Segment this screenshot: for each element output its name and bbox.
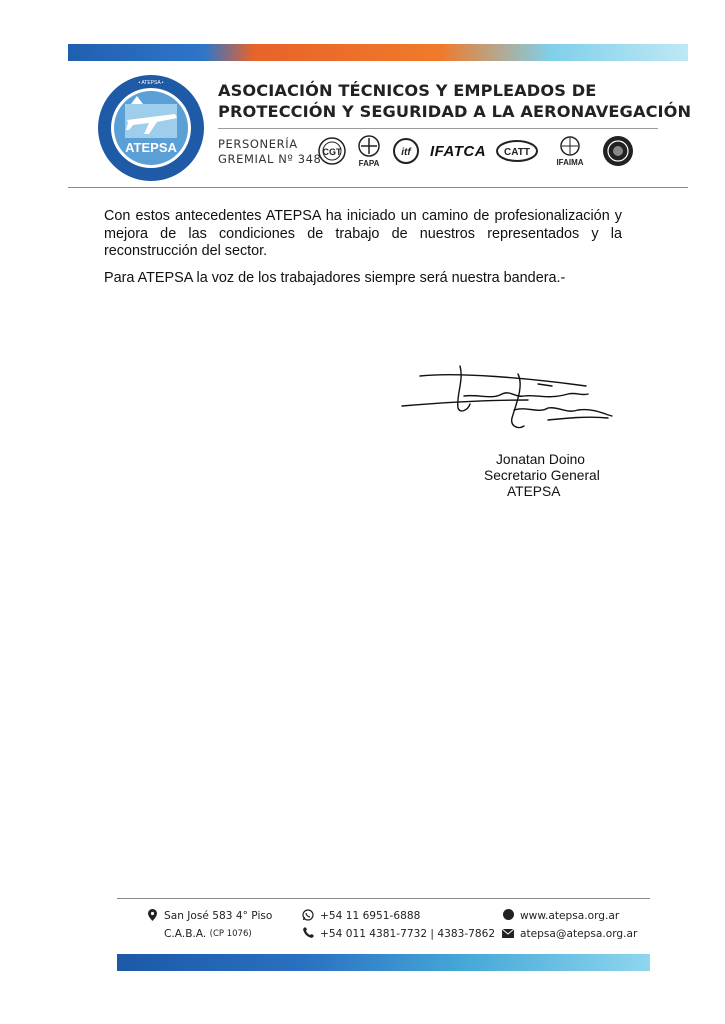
- title-divider: [218, 128, 658, 129]
- footer-contact: [145, 907, 645, 947]
- address-line-1: San José 583 4° Piso: [164, 910, 273, 922]
- catt-logo: [496, 139, 538, 163]
- fapa-logo: [356, 134, 382, 168]
- letter-body: [104, 208, 622, 296]
- seal-logo: [602, 135, 634, 167]
- whatsapp-icon: [301, 909, 315, 924]
- footer-phones: [301, 907, 495, 943]
- organization-title: [218, 80, 691, 122]
- location-pin-icon: [145, 909, 159, 924]
- whatsapp-number: +54 11 6951-6888: [320, 910, 421, 922]
- phone-icon: [301, 927, 315, 941]
- affiliation-logos: [318, 132, 644, 170]
- ifatca-logo: IFATCA: [430, 142, 487, 160]
- personeria-gremial: [218, 137, 321, 167]
- paragraph-2: Para ATEPSA la voz de los trabajadores siempre será nuestra bandera.-: [104, 269, 566, 286]
- paragraph-1: Con estos antecedentes ATEPSA ha iniciado un camino de profesionalización y mejora de las condiciones de trabajo de nuestros representados y la reconstrucción del sector.: [104, 208, 622, 259]
- header-divider: [68, 187, 688, 188]
- title-line-2: PROTECCIÓN Y SEGURIDAD A LA AERONAVEGACIÓN: [218, 102, 692, 121]
- itf-logo: [392, 137, 420, 165]
- svg-text:CGT: CGT: [322, 147, 342, 157]
- svg-text:• ATEPSA •: • ATEPSA •: [138, 80, 164, 86]
- footer-color-band: [117, 954, 650, 971]
- address-line-2: C.A.B.A.: [164, 928, 207, 940]
- postal-code: (CP 1076): [209, 929, 252, 939]
- svg-text:ATEPSA: ATEPSA: [125, 140, 177, 155]
- svg-text:CATT: CATT: [504, 147, 531, 158]
- signer-role: Secretario General: [484, 468, 600, 483]
- header-color-band: [68, 44, 688, 61]
- globe-icon: [501, 909, 515, 923]
- ifaima-logo: [548, 135, 592, 167]
- email-icon: [501, 928, 515, 941]
- phone-number[interactable]: +54 011 4381-7732 | 4383-7862: [320, 928, 496, 940]
- svg-text:FAPA: FAPA: [358, 159, 380, 168]
- svg-text:itf: itf: [401, 147, 411, 158]
- title-line-1: ASOCIACIÓN TÉCNICOS Y EMPLEADOS DE: [218, 81, 597, 100]
- signature-block: [450, 452, 650, 500]
- footer-online: [501, 907, 637, 943]
- email-link[interactable]: atepsa@atepsa.org.ar: [520, 928, 638, 940]
- signer-organization: ATEPSA: [507, 484, 561, 499]
- signer-name: Jonatan Doino: [496, 452, 585, 467]
- website-link[interactable]: www.atepsa.org.ar: [520, 910, 620, 922]
- svg-text:IFAIMA: IFAIMA: [556, 158, 584, 167]
- handwritten-signature: [398, 360, 620, 436]
- personeria-line-2: GREMIAL Nº 348: [218, 152, 322, 166]
- footer-divider: [117, 898, 650, 899]
- personeria-line-1: PERSONERÍA: [218, 137, 298, 151]
- cgt-logo: [318, 137, 346, 165]
- footer-address: [145, 907, 272, 943]
- atepsa-logo: [97, 74, 205, 182]
